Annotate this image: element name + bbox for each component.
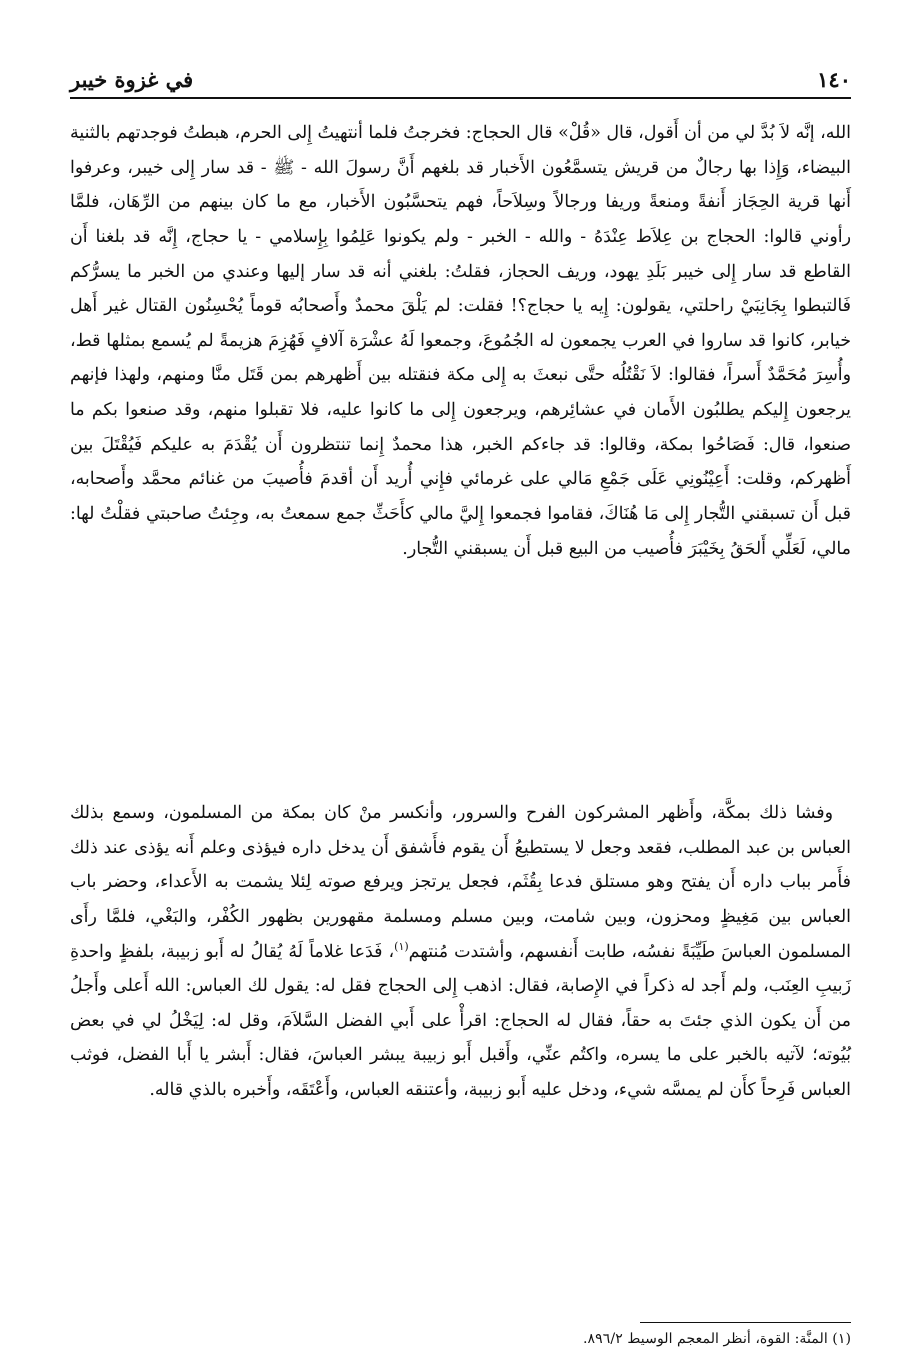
paragraph-2-text-b: ، فَدَعا غلاماً لَهُ يُقالُ له أَبو زبيبة، بلفظٍ واحدةِ زَبيبِ العِنَب، ولم أَجد له ذكراً في الإِصابة، فقال: اذهب إِلى الحجاج فقل له: يقول لك العباس: الله أَعلى وأَجلُ من أَن يكون الذي جئتَ به حقاً، فقال له الحجاج: اقرأْ على أَبي الفضل السَّلاَمَ، وقل له: لِيَخْلُ لي في بعض بُيُوته؛ لآتيه بالخبر على ما يسره، واكتُم عنِّي، وأَقبل أَبو زبيبة يبشر العباسَ، فقال: أَبشر يا أَبا الفضل، فوثب العباس فَرِحاً كأَن لم يمسَّه شيء، ودخل عليه أَبو زبيبة، وأعتنقه العباس، وأَعْتَقَه، وأَخبره بالذي قاله. [70, 941, 851, 1100]
header-rule [70, 97, 851, 99]
paragraph-1: الله، إنَّه لاَ بُدَّ لي من أن أَقول، قال «قُلْ» قال الحجاج: فخرجتُ فلما أنتهيتُ إِلى الحرم، هبطتُ فوجدتهم بالثنية البيضاء، وَإِذا بها رجالٌ من قريش يتسمَّعُون الأَخبار قد بلغهم أَنَّ رسولَ الله - ﷺ - قد سار إِلى خيبر، وعرفوا أَنها قرية الحِجَاز أَنفةً ومنعةً وريفا ورجالاً وسِلاَحاً، فهم يتحسَّبُون الأَخبار، مع ما كان بينهم من الرِّهَان، فلمَّا رأوني قالوا: الحجاج بن عِلاَط عِنْدَهُ - والله - الخبر - ولم يكونوا عَلِمُوا بِإِسلامي - يا حجاج، إِنَّه قد بلغنا أَن القاطع قد سار إِلى خيبر بَلَدِ يهود، وريف الحجاز، فقلتُ: بلغني أنه قد سار إليها وعندي من الخبر ما يسرُّكم فَالتبطوا بِجَانِبَيْ راحلتي، يقولون: إِيه يا حجاج؟! فقلت: لم يَلْقَ محمدٌ وأَصحابُه قوماً يُحْسِنُون القتال غير أَهل خيابر، كانوا قد ساروا في العرب يجمعون له الجُمُوعَ، وجمعوا لَهُ عشْرَة آلافٍ فَهُزِمَ هزيمةً لم يُسمع بمثلها قط، وأُسِرَ مُحَمَّدٌ أَسراً، فقالوا: لاَ نَقْتُلُه حتَّى نبعثَ به إِلى مكة فنقتله بين أَظهرهم بمن قَتَل منَّا ومنهم، ولهذا فإنهم يرجعون إِليكم يطلبُون الأَمان في عشائِرهم، ويرجعون إِلى ما كانوا عليه، فلا تقبلوا منهم، وقد صنعوا بكم ما صنعوا، قال: فَصَاحُوا بمكة، وقالوا: قد جاءكم الخبر، هذا محمدٌ إِنما تنتظرون أَن يُقْدَمَ به عليكم فَيُقْتَلَ بين أَظهركم، وقلت: أَعِيْنُونِي عَلَى جَمْعِ مَالي على غرمائي فإِني أُريد أَن أقدمَ فأُصيبَ من غنائم محمَّد وأَصحابه، قبل أَن تسبقني التُّجار إِلى مَا هُنَاكَ، فقاموا فجمعوا إِليَّ مالي كأَحَثِّ جمع سمعتُ به، وجِئتُ صاحبتي فقلْتُ لها: مالي، لَعَلِّي أَلحَقُ بِخَيْبَرَ فأُصيب من البيع قبل أَن يسبقني التُّجار. [70, 123, 851, 559]
paragraph-2-text-a: وفشا ذلك بمكَّة، وأَظهر المشركون الفرح والسرور، وأنكسر منْ كان بمكة من المسلمون، وسمع بذلك العباس بن عبد المطلب، فقعد وجعل لا يستطيعُ أَن يقوم فأَشفق أَن يدخل داره فيؤذى وعلم أَنه يؤذى عند ذلك فأَمر بباب داره أَن يفتح وهو مستلق فدعا بِقُثَم، فجعل يرتجز ويرفع صوته لِئلا يشمت به الأَعداء، وحضر باب العباس بين مَغِيظٍ ومحزون، وبين شامت، وبين مسلم ومسلمة مقهورين بظهور الكُفْر، والبَغْي، فلمَّا رأَى المسلمون العباسَ طَيِّبَةً نفسُه، طابت أَنفسهم، وأشتدت مُنتهم [70, 803, 851, 962]
footnote-reference[interactable]: (١) [394, 939, 409, 953]
paragraph-2 [70, 796, 851, 1108]
page-header [70, 58, 851, 92]
running-title: في غزوة خيبر [70, 67, 194, 92]
footnote: (١) المنَّة: القوة، أنظر المعجم الوسيط ٨٩٦/٢. [583, 1331, 851, 1347]
footnote-rule [640, 1322, 851, 1323]
page-number: ١٤٠ [817, 67, 851, 92]
